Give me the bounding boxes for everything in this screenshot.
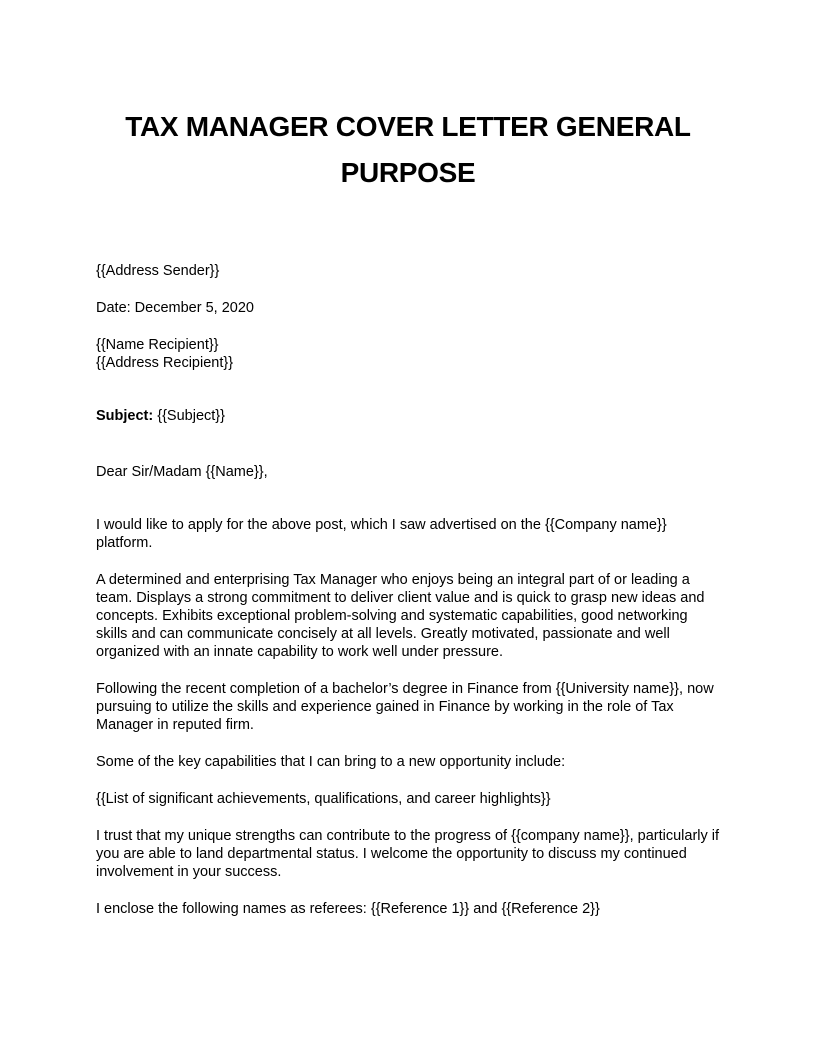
body-paragraph-apply: I would like to apply for the above post, which I saw advertised on the {{Company name}} platform. — [96, 517, 667, 551]
body-paragraph-profile: A determined and enterprising Tax Manager who enjoys being an integral part of or leading a team. Displays a strong commitment to deliver client value and is quick to grasp new ideas and concepts. Exhibits exceptional problem-solving and systematic capabilities, good networking skills and can communicate concisely at all levels. Greatly motivated, passionate and well organized with an innate capability to work well under pressure. — [96, 572, 705, 660]
subject-value: {{Subject}} — [157, 408, 225, 424]
subject-line — [96, 407, 720, 425]
sender-address: {{Address Sender}} — [96, 263, 220, 279]
date-line: Date: December 5, 2020 — [96, 300, 254, 316]
salutation: Dear Sir/Madam {{Name}}, — [96, 464, 268, 480]
body-paragraph-referees: I enclose the following names as referees: {{Reference 1}} and {{Reference 2}} — [96, 901, 600, 917]
recipient-address: {{Address Recipient}} — [96, 355, 234, 371]
subject-label: Subject: — [96, 408, 154, 424]
document-title: TAX MANAGER COVER LETTER GENERAL PURPOSE — [125, 111, 691, 188]
body-paragraph-strengths: I trust that my unique strengths can contribute to the progress of {{company name}}, particularly if you are able to land departmental status. I welcome the opportunity to discuss my continued involvement in your success. — [96, 828, 720, 880]
recipient-block — [96, 336, 720, 372]
body-paragraph-education: Following the recent completion of a bachelor’s degree in Finance from {{University name}}, now pursuing to utilize the skills and experience gained in Finance by working in the role of Tax Manager in reputed firm. — [96, 681, 714, 733]
body-paragraph-achievements-placeholder: {{List of significant achievements, qualifications, and career highlights}} — [96, 791, 551, 807]
body-paragraph-capabilities-intro: Some of the key capabilities that I can bring to a new opportunity include: — [96, 754, 566, 770]
recipient-name: {{Name Recipient}} — [96, 337, 219, 353]
